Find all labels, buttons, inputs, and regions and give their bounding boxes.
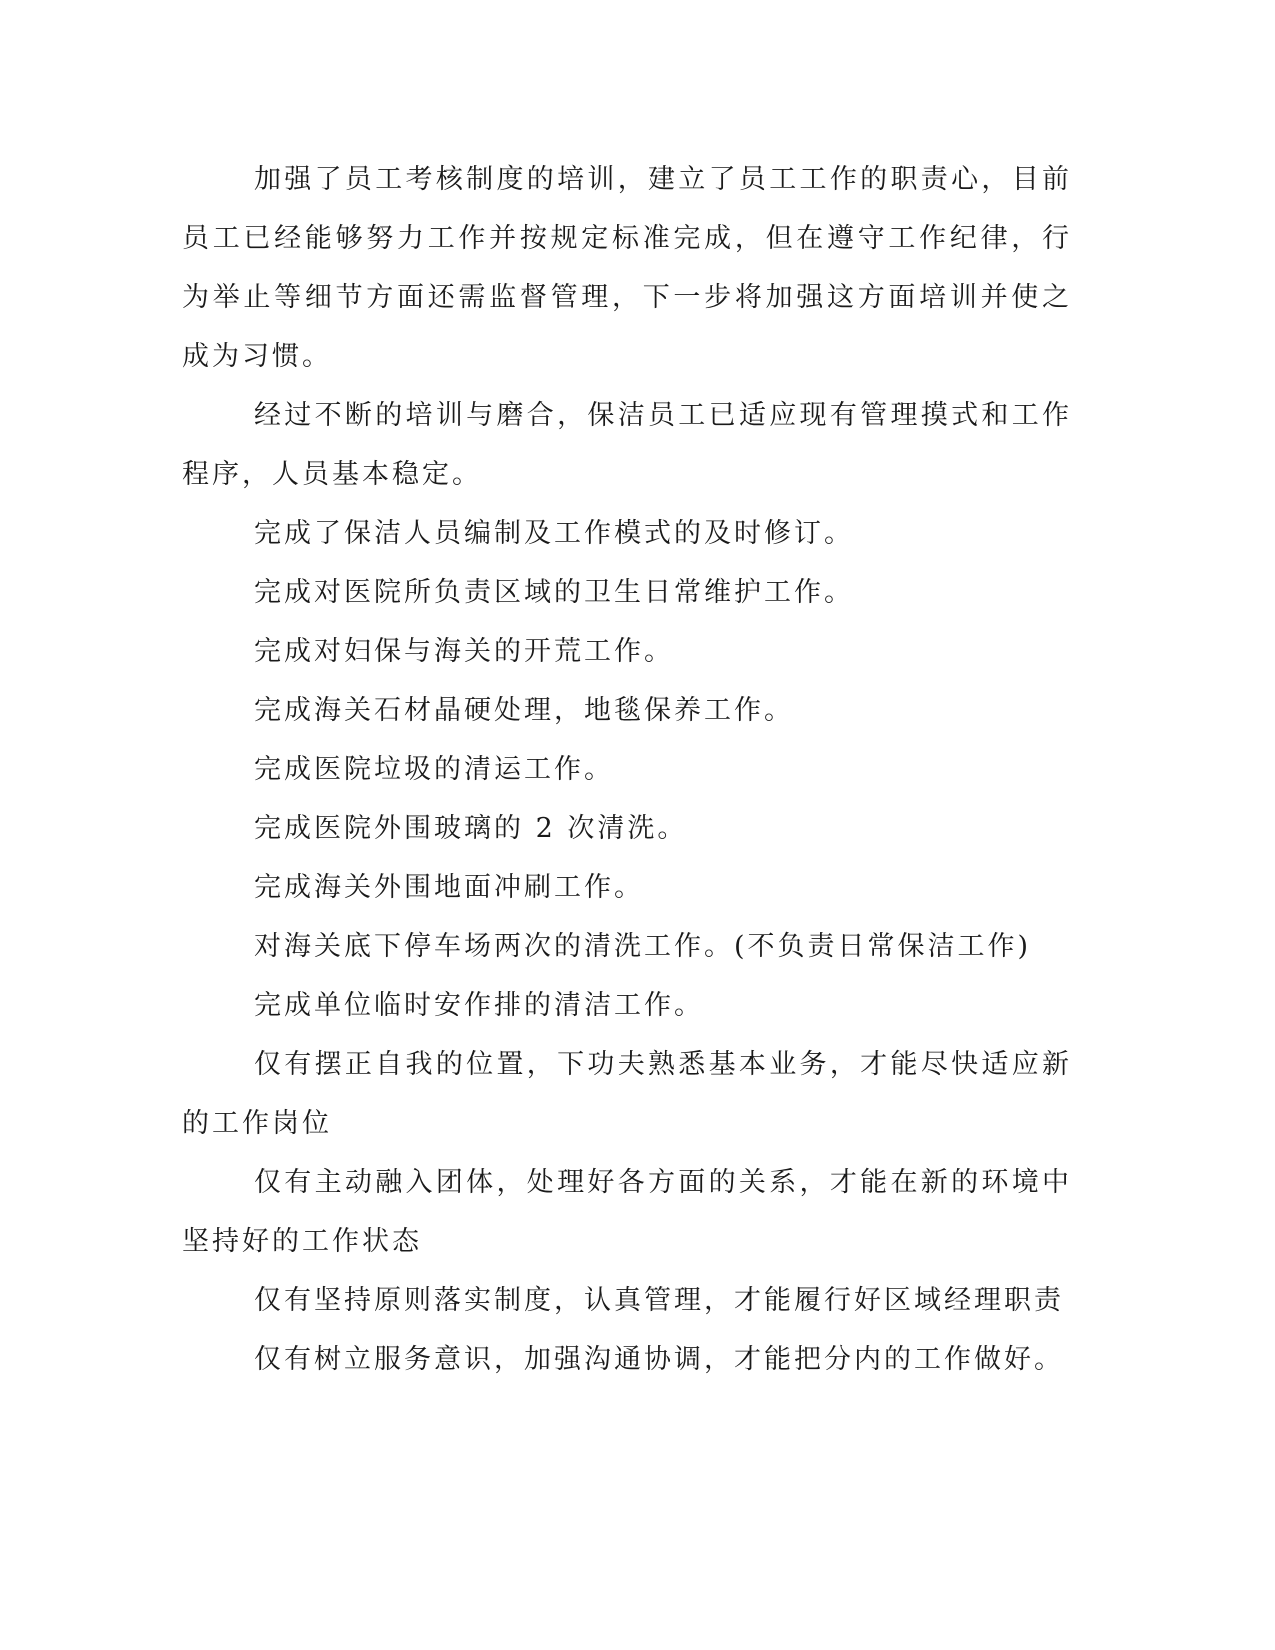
paragraph-service: 仅有树立服务意识，加强沟通协调，才能把分内的工作做好。 bbox=[254, 1344, 1064, 1375]
paragraph-temporary-cleaning: 完成单位临时安作排的清洁工作。 bbox=[254, 990, 704, 1021]
paragraph-initial-cleaning: 完成对妇保与海关的开荒工作。 bbox=[254, 636, 674, 667]
paragraph-position: 仅有摆正自我的位置，下功夫熟悉基本业务，才能尽快适应新的工作岗位 bbox=[182, 1049, 1072, 1139]
paragraph-training: 加强了员工考核制度的培训，建立了员工工作的职责心，目前员工已经能够努力工作并按规定标准完成，但在遵守工作纪律，行为举止等细节方面还需监督管理，下一步将加强这方面培训并使之成为习惯。 bbox=[182, 164, 1072, 372]
paragraph-team: 仅有主动融入团体，处理好各方面的关系，才能在新的环境中坚持好的工作状态 bbox=[182, 1167, 1072, 1257]
paragraph-ground-flushing: 完成海关外围地面冲刷工作。 bbox=[254, 872, 644, 903]
document-body bbox=[182, 150, 1072, 1389]
paragraph-staff-stable: 经过不断的培训与磨合，保洁员工已适应现有管理摸式和工作程序，人员基本稳定。 bbox=[182, 400, 1072, 490]
paragraph-staffing-revision: 完成了保洁人员编制及工作模式的及时修订。 bbox=[254, 518, 854, 549]
paragraph-glass-cleaning: 完成医院外围玻璃的 2 次清洗。 bbox=[254, 813, 688, 844]
paragraph-garbage: 完成医院垃圾的清运工作。 bbox=[254, 754, 614, 785]
paragraph-stone-carpet: 完成海关石材晶硬处理，地毯保养工作。 bbox=[254, 695, 794, 726]
paragraph-principles: 仅有坚持原则落实制度，认真管理，才能履行好区域经理职责 bbox=[254, 1285, 1064, 1316]
paragraph-hospital-maintenance: 完成对医院所负责区域的卫生日常维护工作。 bbox=[254, 577, 854, 608]
paragraph-parking-cleaning: 对海关底下停车场两次的清洗工作。(不负责日常保洁工作) bbox=[254, 931, 1032, 962]
